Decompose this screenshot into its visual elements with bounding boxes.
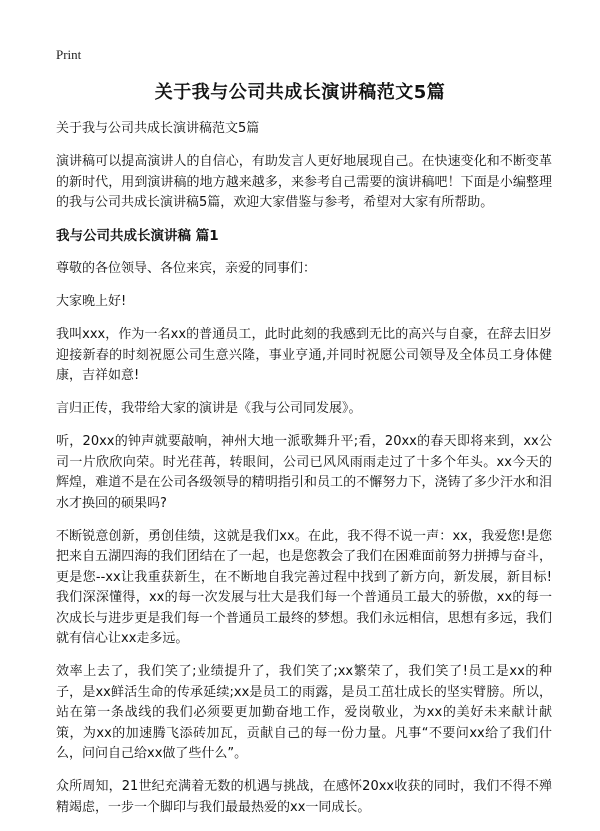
print-link[interactable]: Print xyxy=(56,47,82,62)
article-body xyxy=(56,119,552,831)
paragraph: 众所周知，21世纪充满着无数的机遇与挑战，在感怀20xx收获的同时，我们不得不殚精竭虑，一步一个脚印与我们最最热爱的xx一同成长。 xyxy=(56,779,552,815)
section-heading: 我与公司共成长演讲稿 篇1 xyxy=(56,228,219,244)
paragraph: 不断锐意创新，勇创佳绩，这就是我们xx。在此，我不得不说一声：xx，我爱您!是您把来自五湖四海的我们团结在了一起，也是您教会了我们在困难面前努力拼搏与奋斗，更是您--xx让我重获新生，在不断地自我完善过程中找到了新方向，新发展，新目标!我们深深懂得，xx的每一次发展与壮大是我们每一个普通员工最大的骄傲，xx的每一次成长与进步更是我们每一个普通员工最终的梦想。我们永远相信，思想有多远，我们就有信心让xx走多远。 xyxy=(56,528,552,646)
paragraph: 我叫xxx，作为一名xx的普通员工，此时此刻的我感到无比的高兴与自豪，在辞去旧岁迎接新春的时刻祝愿公司生意兴隆，事业亨通,并同时祝愿公司领导及全体员工身体健康，吉祥如意! xyxy=(56,327,552,383)
paragraph: 言归正传，我带给大家的演讲是《我与公司同发展》。 xyxy=(56,401,362,416)
paragraph-salutation: 尊敬的各位领导、各位来宾，亲爱的同事们： xyxy=(56,261,317,276)
intro-paragraph: 演讲稿可以提高演讲人的自信心，有助发言人更好地展现自己。在快速变化和不断变革的新时代，用到演讲稿的地方越来越多，来参考自己需要的演讲稿吧！下面是小编整理的我与公司共成长演讲稿5篇，欢迎大家借鉴与参考，希望对大家有所帮助。 xyxy=(56,154,552,210)
subtitle: 关于我与公司共成长演讲稿范文5篇 xyxy=(56,121,260,136)
paragraph: 听，20xx的钟声就要敲响，神州大地一派歌舞升平;看，20xx的春天即将来到，xx公司一片欣欣向荣。时光荏苒，转眼间，公司已风风雨雨走过了十多个年头。xx今天的辉煌，难道不是在公司各级领导的精明指引和员工的不懈努力下，浇铸了多少汗水和泪水才换回的硕果吗? xyxy=(56,434,552,511)
page-title: 关于我与公司共成长演讲稿范文5篇 xyxy=(154,82,446,103)
paragraph: 效率上去了，我们笑了;业绩提升了，我们笑了;xx繁荣了，我们笑了!员工是xx的种子，是xx鲜活生命的传承延续;xx是员工的雨露，是员工茁壮成长的坚实臂膀。所以，站在第一条战线的我们必须要更加勤奋地工作，爱岗敬业，为xx的美好未来献计献策，为xx的加速腾飞添砖加瓦，贡献自己的每一份力量。凡事“不要问xx给了我们什么，问问自己给xx做了些什么”。 xyxy=(56,664,552,761)
paragraph-greeting: 大家晚上好! xyxy=(56,294,127,309)
